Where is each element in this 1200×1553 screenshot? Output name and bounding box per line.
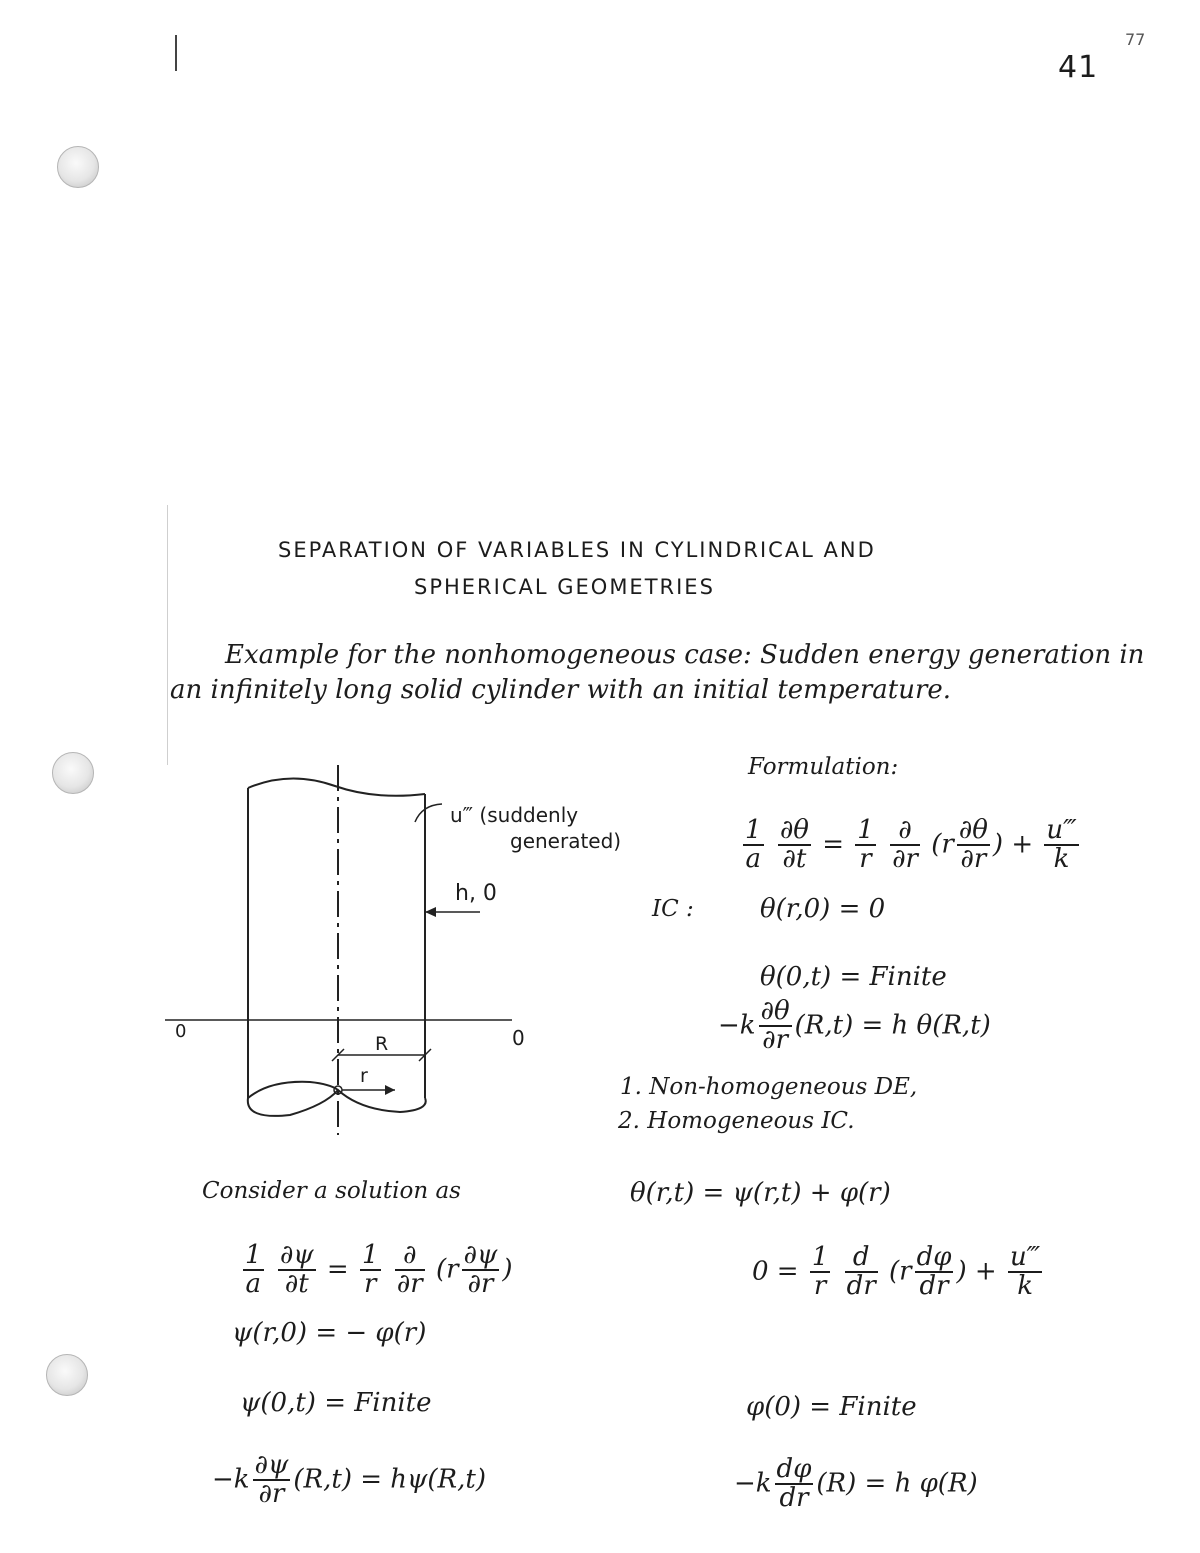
- psi-frac-d-dr: [395, 1242, 425, 1299]
- phi-r-num: 1: [811, 1242, 829, 1272]
- governing-equation: [740, 817, 1082, 874]
- frac-dtheta-dr: [957, 817, 990, 874]
- phi-bc2-den: dr: [779, 1483, 809, 1514]
- title-line-1: SEPARATION OF VARIABLES IN CYLINDRICAL AND: [278, 538, 876, 562]
- binder-line: [175, 35, 177, 71]
- phi-paren-close: ): [956, 1256, 967, 1287]
- phi-in-num: dφ: [916, 1242, 952, 1272]
- margin-line: [167, 505, 168, 765]
- psi-dr-den: ∂r: [396, 1269, 423, 1300]
- phi-bc-center: φ(0) = Finite: [746, 1392, 917, 1422]
- punch-hole-middle: [52, 752, 94, 794]
- note-2: 2. Homogeneous IC.: [618, 1108, 855, 1134]
- psi-bc-center: ψ(0,t) = Finite: [240, 1388, 432, 1418]
- intro-paragraph: [170, 638, 1170, 708]
- psi-bc2-num: ∂ψ: [254, 1450, 289, 1480]
- bc-center-finite: θ(0,t) = Finite: [760, 962, 947, 992]
- psi-bc-surface: [212, 1452, 486, 1509]
- psi-r-num: 1: [361, 1240, 379, 1270]
- solution-form: θ(r,t) = ψ(r,t) + φ(r): [630, 1178, 891, 1208]
- psi-lhs-num: 1: [245, 1240, 262, 1270]
- axis-left-label: 0: [175, 1021, 187, 1042]
- psi-bc2-prefix: −k: [212, 1464, 250, 1495]
- phi-in-den: dr: [919, 1271, 949, 1302]
- psi-in-den: ∂r: [467, 1269, 494, 1300]
- phi-paren-open: (r: [889, 1256, 912, 1287]
- dr-den: ∂r: [892, 844, 918, 875]
- phi-frac-u-over-k: [1008, 1244, 1042, 1301]
- note-1: 1. Non-homogeneous DE,: [620, 1074, 918, 1100]
- frac-dtheta-dt: [778, 817, 811, 874]
- u-den: k: [1053, 844, 1070, 875]
- axis-right-label: 0: [512, 1026, 525, 1050]
- punch-hole-top: [57, 146, 99, 188]
- phi-d-den: dr: [846, 1271, 876, 1302]
- psi-bc2-den: ∂r: [258, 1479, 285, 1510]
- psi-paren-close: ): [502, 1254, 513, 1285]
- dt-num: ∂θ: [779, 815, 809, 845]
- frac-1-over-r: [855, 817, 876, 874]
- psi-equation: [240, 1242, 513, 1299]
- phi-frac-1-over-r: [810, 1244, 831, 1301]
- bc2-num: ∂θ: [760, 996, 790, 1026]
- consider-text: Consider a solution as: [202, 1178, 461, 1204]
- r-den: r: [859, 844, 872, 875]
- phi-bc2-suffix: (R) = h φ(R): [816, 1468, 978, 1499]
- paren-close: ): [992, 829, 1004, 860]
- psi-bc2-frac: [253, 1452, 291, 1509]
- corner-mark: 77: [1125, 30, 1146, 49]
- frac-u-over-k: [1044, 817, 1078, 874]
- phi-u-num: u‴: [1009, 1242, 1041, 1272]
- psi-dt-num: ∂ψ: [279, 1240, 314, 1270]
- phi-frac-dphi-dr: [915, 1244, 954, 1301]
- psi-lhs-den: a: [245, 1269, 262, 1300]
- lhs-den: a: [745, 844, 762, 875]
- r-arrowhead: [385, 1085, 395, 1095]
- psi-frac-1-over-a: [243, 1242, 264, 1299]
- lhs-num: 1: [745, 815, 762, 845]
- phi-bc2-prefix: −k: [734, 1468, 772, 1499]
- cylinder-bottom-curl: [248, 1082, 338, 1098]
- intro-text: Example for the nonhomogeneous case: Sudden energy generation in an infinitely long solid cylinder with an initial temperature.: [170, 640, 1145, 705]
- psi-initial-condition: ψ(r,0) = − φ(r): [232, 1318, 427, 1348]
- r-label: r: [360, 1065, 368, 1087]
- gen-label-2: generated): [510, 829, 622, 853]
- title-line-2: SPHERICAL GEOMETRIES: [414, 575, 715, 599]
- r-num: 1: [857, 815, 874, 845]
- psi-in-num: ∂ψ: [463, 1240, 498, 1270]
- frac-d-dr: [890, 817, 920, 874]
- psi-frac-dpsi-dt: [278, 1242, 316, 1299]
- radius-label: R: [375, 1033, 389, 1055]
- bc-surface-convection: [718, 998, 991, 1055]
- cylinder-top-edge: [248, 778, 425, 795]
- psi-paren-open: (r: [435, 1254, 459, 1285]
- phi-bc2-num: dφ: [776, 1454, 812, 1484]
- bc-label: h, 0: [455, 881, 497, 906]
- punch-hole-bottom: [46, 1354, 88, 1396]
- bc2-den: ∂r: [762, 1025, 789, 1056]
- psi-frac-dpsi-dr: [462, 1242, 500, 1299]
- phi-d-num: d: [845, 1244, 878, 1273]
- phi-r-den: r: [813, 1271, 827, 1302]
- psi-frac-1-over-r: [360, 1242, 381, 1299]
- gen-label: u‴ (suddenly: [450, 803, 579, 827]
- equals-sign: =: [822, 829, 844, 860]
- in-num: ∂θ: [958, 815, 988, 845]
- phi-bc-surface: [734, 1456, 978, 1513]
- page-number: 41: [1058, 50, 1099, 85]
- bc-arrowhead: [425, 907, 436, 917]
- dt-den: ∂t: [782, 844, 807, 875]
- psi-equals: =: [326, 1254, 349, 1285]
- paren-open: (r: [931, 829, 954, 860]
- psi-dt-den: ∂t: [284, 1269, 309, 1300]
- frac-1-over-a: [743, 817, 764, 874]
- psi-r-den: r: [364, 1269, 377, 1300]
- phi-zero-eq: 0 =: [752, 1256, 799, 1287]
- ic-label: IC :: [652, 896, 694, 922]
- dr-num: ∂: [890, 817, 920, 846]
- phi-frac-d-dr: [845, 1244, 878, 1301]
- bc2-suffix: (R,t) = h θ(R,t): [794, 1010, 991, 1041]
- gen-leader-line: [415, 804, 442, 822]
- phi-equation: [752, 1244, 1045, 1301]
- bc2-prefix: −k: [718, 1010, 756, 1041]
- phi-plus: +: [974, 1256, 997, 1287]
- in-den: ∂r: [960, 844, 987, 875]
- phi-u-den: k: [1017, 1271, 1033, 1302]
- plus-sign: +: [1011, 829, 1034, 860]
- u-num: u‴: [1046, 815, 1077, 845]
- formulation-heading: Formulation:: [748, 754, 899, 780]
- initial-condition: θ(r,0) = 0: [760, 894, 886, 924]
- psi-bc2-suffix: (R,t) = hψ(R,t): [293, 1464, 486, 1495]
- phi-bc2-frac: [775, 1456, 814, 1513]
- frac-dtheta-dr-bc: [759, 998, 792, 1055]
- cylinder-diagram: [160, 760, 622, 1140]
- psi-dr-num: ∂: [395, 1242, 425, 1271]
